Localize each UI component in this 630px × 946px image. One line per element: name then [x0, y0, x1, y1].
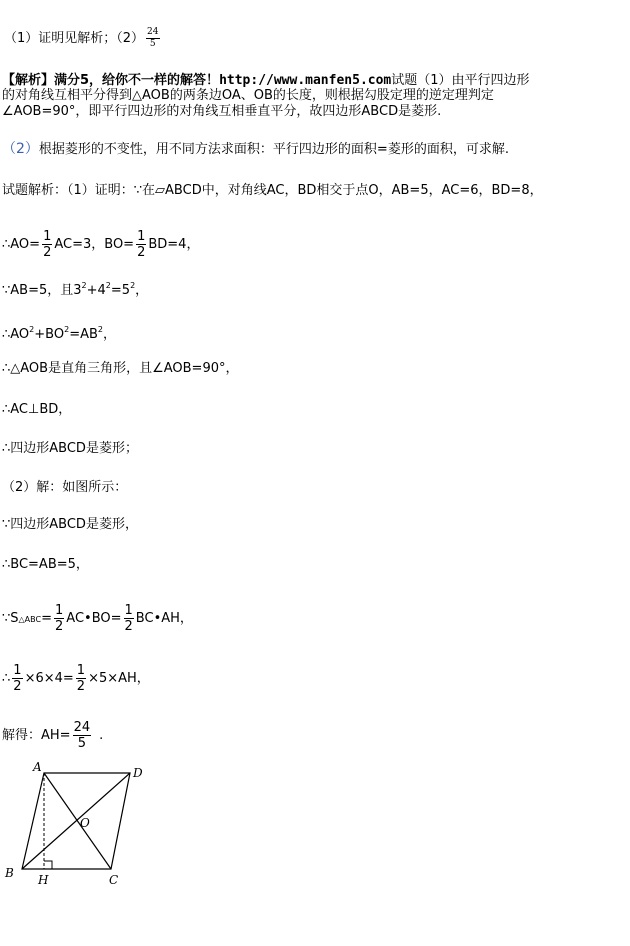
fraction-half: $\frac{1}{2}$ — [55, 603, 64, 634]
fraction-half: $\frac{1}{2}$ — [13, 663, 22, 694]
answer-prefix: （1）证明见解析；（2） — [4, 31, 145, 46]
label-d: D — [133, 766, 143, 780]
diagonal-ac — [44, 773, 111, 869]
analysis-part2-text: 根据菱形的不变性，用不同方法求面积：平行四边形的面积=菱形的面积，可求解. — [38, 142, 509, 157]
solution-line-6: ∴AC⊥BD， — [2, 402, 72, 417]
solution-line-5: ∴△AOB是直角三角形，且∠AOB=90°， — [2, 361, 239, 376]
analysis-url[interactable]: http://www.manfen5.com — [219, 73, 392, 88]
label-b: B — [5, 866, 14, 880]
analysis-line-2: 的对角线互相平分得到△AOB的两条边OA、OB的长度，则根据勾股定理的逆定理判定 — [2, 88, 494, 103]
solution-line-7: ∴四边形ABCD是菱形； — [2, 441, 138, 456]
solution-line-12: ∴ $\frac{1}{2}$ ×6×4= $\frac{1}{2}$ ×5×AH， — [2, 663, 150, 694]
label-a: A — [33, 760, 42, 774]
solution-line-9: ∵四边形ABCD是菱形， — [2, 517, 138, 532]
solution-line-4: $\therefore AO^2+BO^2=AB^2$， — [2, 325, 117, 342]
solution-line-10: ∴BC=AB=5， — [2, 557, 89, 572]
answer-line — [4, 28, 162, 49]
analysis-bracket: 【解析】 — [2, 73, 55, 88]
solution-line-11: ∵S△ABC= $\frac{1}{2}$ AC•BO= $\frac{1}{2}$ BC•AH， — [2, 603, 193, 634]
right-angle-mark — [44, 861, 52, 869]
answer-fraction: $\frac{24}{5}$ — [147, 27, 159, 49]
solution-line-1: 试题解析：（1）证明：∵在▱ABCD中，对角线AC，BD相交于点O，AB=5，AC=6，BD=8， — [2, 183, 543, 198]
fraction-half: $\frac{1}{2}$ — [124, 603, 133, 634]
analysis-line1-tail: 试题（1）由平行四边形 — [391, 73, 530, 88]
fraction-half: $\frac{1}{2}$ — [137, 229, 146, 260]
analysis-line-4 — [2, 141, 509, 158]
analysis-line-1 — [2, 73, 530, 89]
analysis-part2-label: （2） — [2, 141, 39, 157]
solution-line-2: ∴AO= $\frac{1}{2}$ AC=3，BO= $\frac{1}{2}$ BD=4， — [2, 229, 200, 260]
fraction-half: $\frac{1}{2}$ — [76, 663, 86, 694]
label-h: H — [38, 873, 49, 887]
rhombus-figure — [0, 760, 180, 900]
analysis-line-3: ∠AOB=90°，即平行四边形的对角线互相垂直平分，故四边形ABCD是菱形. — [2, 104, 442, 119]
analysis-brand: 满分5，给你不一样的解答！ — [54, 73, 220, 88]
solution-line-3: ∵AB=5，且$3^2+4^2=5^2$， — [2, 281, 149, 298]
solution-line-13: 解得：AH= $\frac{24}{5}$ . — [2, 720, 104, 751]
fraction-ah: $\frac{24}{5}$ — [73, 720, 91, 751]
label-o: O — [80, 816, 90, 830]
label-c: C — [109, 873, 119, 887]
solution-line-8: （2）解：如图所示： — [2, 480, 128, 495]
fraction-half: $\frac{1}{2}$ — [43, 229, 52, 260]
